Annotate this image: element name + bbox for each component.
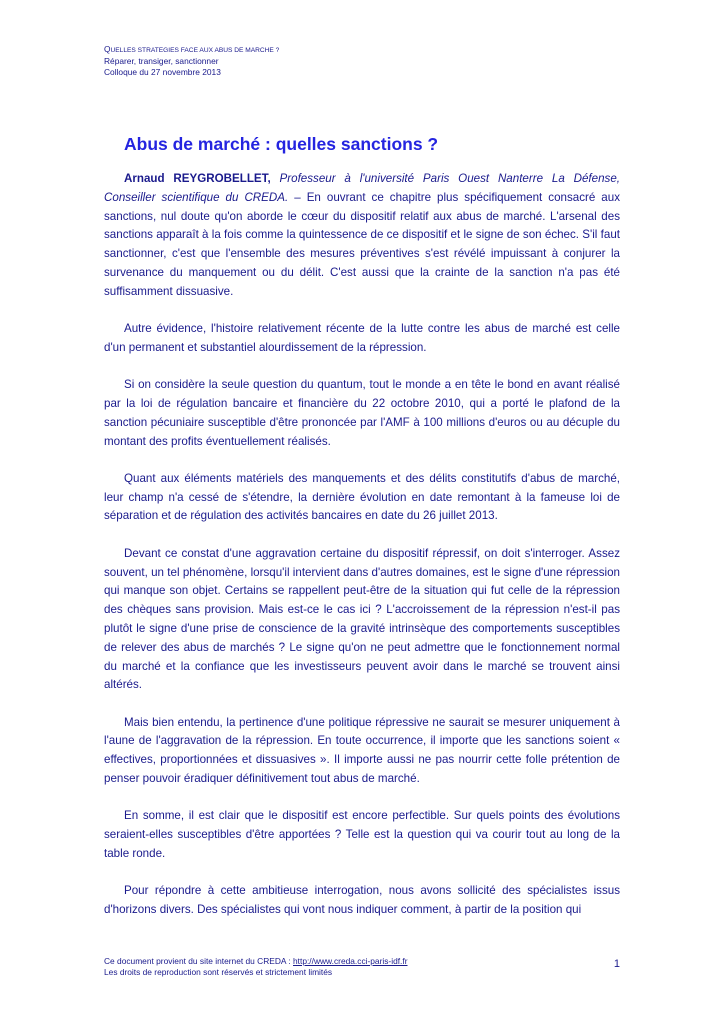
paragraph-1: Autre évidence, l'histoire relativement récente de la lutte contre les abus de marché est celle d'un permanent et substantiel alourdissement de la répression. [104, 322, 620, 354]
paragraph-2: Si on considère la seule question du quantum, tout le monde a en tête le bond en avant réalisé par la loi de régulation bancaire et financière du 22 octobre 2010, qui a porté le plafond de la sanction pécuniaire susceptible d'être prononcée par l'AMF à 100 millions d'euros ou au décuple du montant des profits éventuellement réalisés. [104, 378, 620, 448]
paragraph-4: Devant ce constat d'une aggravation certaine du dispositif répressif, on doit s'interroger. Assez souvent, un tel phénomène, lorsqu'il intervient dans d'autres domaines, est le signe d'une répression qui manque son objet. Certains se rappellent peut-être de la situation qui fut celle de la répression des chèques sans provision. Mais est-ce le cas ici ? L'accroissement de la répression n'est-il pas plutôt le signe d'une prise de conscience de la gravité intrinsèque des comportements susceptibles de relever des abus de marchés ? Le signe qu'on ne peut admettre que le fonctionnement normal du marché et la confiance que les investisseurs peuvent avoir dans le marché se trouvent ainsi altérés. [104, 546, 620, 692]
page-title: Abus de marché : quelles sanctions ? [124, 134, 439, 154]
paragraph-3: Quant aux éléments matériels des manquements et des délits constitutifs d'abus de marché, leur champ n'a cessé de s'étendre, la dernière évolution en date remontant à la fameuse loi de séparation et de régulation des activités bancaires en date du 26 juillet 2013. [104, 471, 620, 523]
paragraph-7: Pour répondre à cette ambitieuse interrogation, nous avons sollicité des spécialistes issus d'horizons divers. Des spécialistes qui vont nous indiquer comment, à partir de la position qui [104, 884, 620, 916]
footer-line-1: Ce document provient du site internet du CREDA : http://www.creda.cci-paris-idf.fr [104, 956, 408, 966]
page-number: 1 [613, 958, 620, 970]
paragraph-5: Mais bien entendu, la pertinence d'une politique répressive ne saurait se mesurer uniquement à l'aune de l'aggravation de la répression. En toute occurrence, il importe que les sanctions soient « effectives, proportionnées et dissuasives ». Il importe aussi ne pas nourrir cette folle prétention de penser pouvoir éradiquer définitivement tout abus de marché. [104, 715, 620, 786]
header-line-3: Colloque du 27 novembre 2013 [104, 67, 221, 77]
author-affiliation: Professeur à l'université Paris Ouest Nanterre La Défense, Conseiller scientifique du CREDA. [104, 172, 621, 204]
creda-website-link[interactable]: http://www.creda.cci-paris-idf.fr [293, 956, 408, 966]
author-name: Arnaud REYGROBELLET, [124, 172, 271, 185]
document-body [104, 170, 620, 938]
page-footer [104, 956, 620, 978]
header-line-1: QUELLES STRATEGIES FACE AUX ABUS DE MARCHE ? [104, 44, 280, 54]
paragraph-6: En somme, il est clair que le dispositif est encore perfectible. Sur quels points des évolutions seraient-elles susceptibles d'être apportées ? Telle est la question qui va courir tout au long de la table ronde. [104, 809, 620, 860]
running-header [104, 44, 279, 78]
intro-paragraph [104, 170, 620, 302]
footer-line-2: Les droits de reproduction sont réservés et strictement limités [104, 967, 333, 977]
header-line-2: Réparer, transiger, sanctionner [104, 56, 219, 66]
intro-text: – En ouvrant ce chapitre plus spécifiquement consacré aux sanctions, nul doute qu'on aborde le cœur du dispositif relatif aux abus de marché. L'arsenal des sanctions apparaît à la fois comme la quintessence de ce dispositif et le signe de son échec. S'il faut sanctionner, c'est que l'ensemble des mesures préventives s'est révélé impuissant à conjurer la survenance du manquement ou du délit. C'est aussi que la crainte de la sanction n'a pas été suffisamment dissuasive. [104, 190, 620, 298]
